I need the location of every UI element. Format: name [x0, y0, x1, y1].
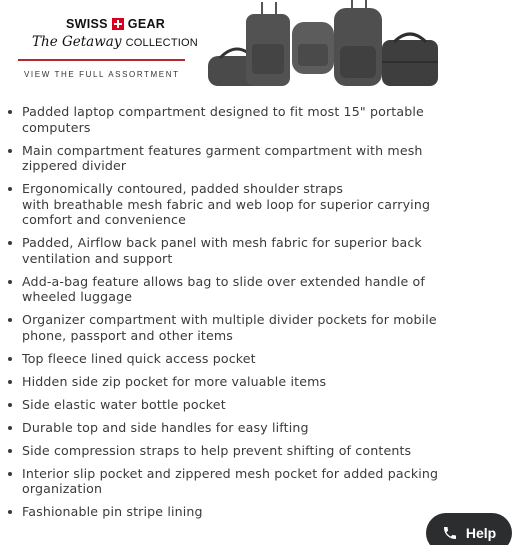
collection-title	[32, 34, 198, 50]
feature-item: Fashionable pin stripe lining	[22, 504, 442, 520]
feature-item: Durable top and side handles for easy lifting	[22, 420, 442, 436]
feature-item: Top fleece lined quick access pocket	[22, 351, 442, 367]
duffel-bag-right	[382, 40, 438, 86]
feature-item: Side compression straps to help prevent shifting of contents	[22, 443, 442, 459]
collection-caps-text: COLLECTION	[125, 37, 198, 49]
help-button[interactable]	[426, 513, 512, 545]
feature-item: Main compartment features garment compartment with mesh zippered divider	[22, 143, 442, 174]
view-assortment-link[interactable]: VIEW THE FULL ASSORTMENT	[24, 70, 180, 79]
brand-left-text: SWISS	[66, 17, 108, 31]
collection-script-text: The Getaway	[32, 34, 122, 50]
luggage-collection-image	[206, 0, 442, 92]
feature-item: Ergonomically contoured, padded shoulder straps with breathable mesh fabric and web loop for superior carrying comfort and convenience	[22, 181, 442, 228]
feature-item: Organizer compartment with multiple divider pockets for mobile phone, passport and other items	[22, 312, 442, 343]
collection-banner[interactable]	[14, 0, 442, 92]
feature-item: Padded, Airflow back panel with mesh fabric for superior back ventilation and support	[22, 235, 442, 266]
feature-item: Padded laptop compartment designed to fit most 15" portable computers	[22, 104, 442, 135]
feature-list	[0, 104, 442, 527]
phone-icon	[442, 525, 458, 541]
help-label: Help	[465, 525, 497, 541]
swiss-cross-icon	[112, 18, 124, 30]
swissgear-logo	[66, 17, 165, 31]
feature-item: Interior slip pocket and zippered mesh pocket for added packing organization	[22, 466, 442, 497]
divider-line	[18, 59, 185, 61]
feature-item: Side elastic water bottle pocket	[22, 397, 442, 413]
brand-right-text: GEAR	[127, 17, 166, 31]
feature-item: Add-a-bag feature allows bag to slide over extended handle of wheeled luggage	[22, 274, 442, 305]
feature-item: Hidden side zip pocket for more valuable items	[22, 374, 442, 390]
